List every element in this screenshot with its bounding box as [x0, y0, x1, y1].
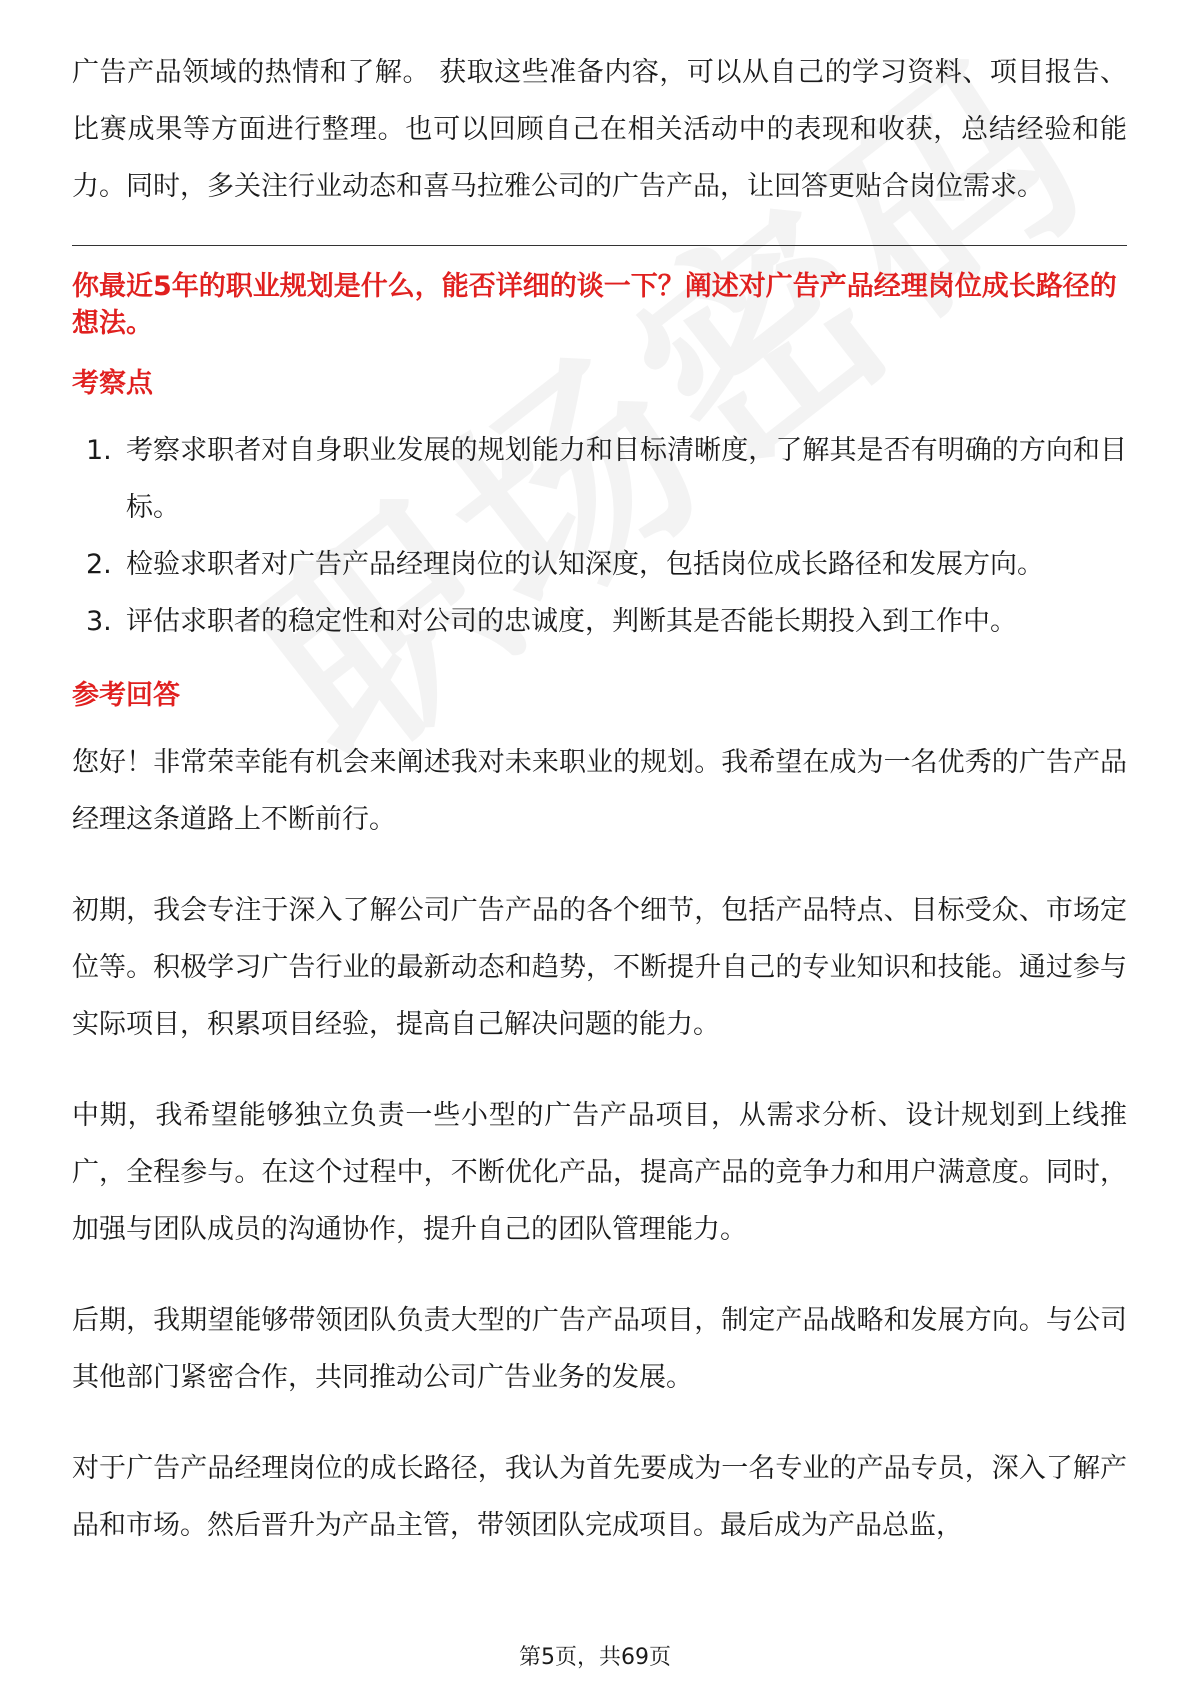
- document-page: [72, 44, 1127, 1554]
- list-item: 2. 检验求职者对广告产品经理岗位的认知深度，包括岗位成长路径和发展方向。: [86, 549, 1044, 580]
- focus-list: [72, 422, 1127, 650]
- section-divider: [72, 245, 1127, 246]
- list-item: 1. 考察求职者对自身职业发展的规划能力和目标清晰度，了解其是否有明确的方向和目标。: [86, 435, 1127, 523]
- intro-paragraph: 广告产品领域的热情和了解。 获取这些准备内容，可以从自己的学习资料、项目报告、比赛成果等方面进行整理。也可以回顾自己在相关活动中的表现和收获，总结经验和能力。同时，多关注行业动态和喜马拉雅公司的广告产品，让回答更贴合岗位需求。: [72, 57, 1127, 202]
- answer-title: 参考回答: [72, 680, 180, 711]
- answer-paragraph: 对于广告产品经理岗位的成长路径，我认为首先要成为一名专业的产品专员，深入了解产品和市场。然后晋升为产品主管，带领团队完成项目。最后成为产品总监，: [72, 1453, 1127, 1541]
- list-item: 3. 评估求职者的稳定性和对公司的忠诚度，判断其是否能长期投入到工作中。: [86, 606, 1017, 637]
- question-heading: 你最近5年的职业规划是什么，能否详细的谈一下？阐述对广告产品经理岗位成长路径的想法。: [72, 271, 1117, 339]
- answer-paragraph: 后期，我期望能够带领团队负责大型的广告产品项目，制定产品战略和发展方向。与公司其他部门紧密合作，共同推动公司广告业务的发展。: [72, 1305, 1127, 1393]
- answer-paragraph: 您好！非常荣幸能有机会来阐述我对未来职业的规划。我希望在成为一名优秀的广告产品经理这条道路上不断前行。: [72, 747, 1127, 835]
- answer-paragraph: 中期，我希望能够独立负责一些小型的广告产品项目，从需求分析、设计规划到上线推广，全程参与。在这个过程中，不断优化产品，提高产品的竞争力和用户满意度。同时，加强与团队成员的沟通协作，提升自己的团队管理能力。: [72, 1100, 1127, 1245]
- focus-title: 考察点: [72, 368, 153, 399]
- answer-paragraph: 初期，我会专注于深入了解公司广告产品的各个细节，包括产品特点、目标受众、市场定位等。积极学习广告行业的最新动态和趋势，不断提升自己的专业知识和技能。通过参与实际项目，积累项目经验，提高自己解决问题的能力。: [72, 895, 1127, 1040]
- page-number: 第5页，共69页: [519, 1645, 671, 1670]
